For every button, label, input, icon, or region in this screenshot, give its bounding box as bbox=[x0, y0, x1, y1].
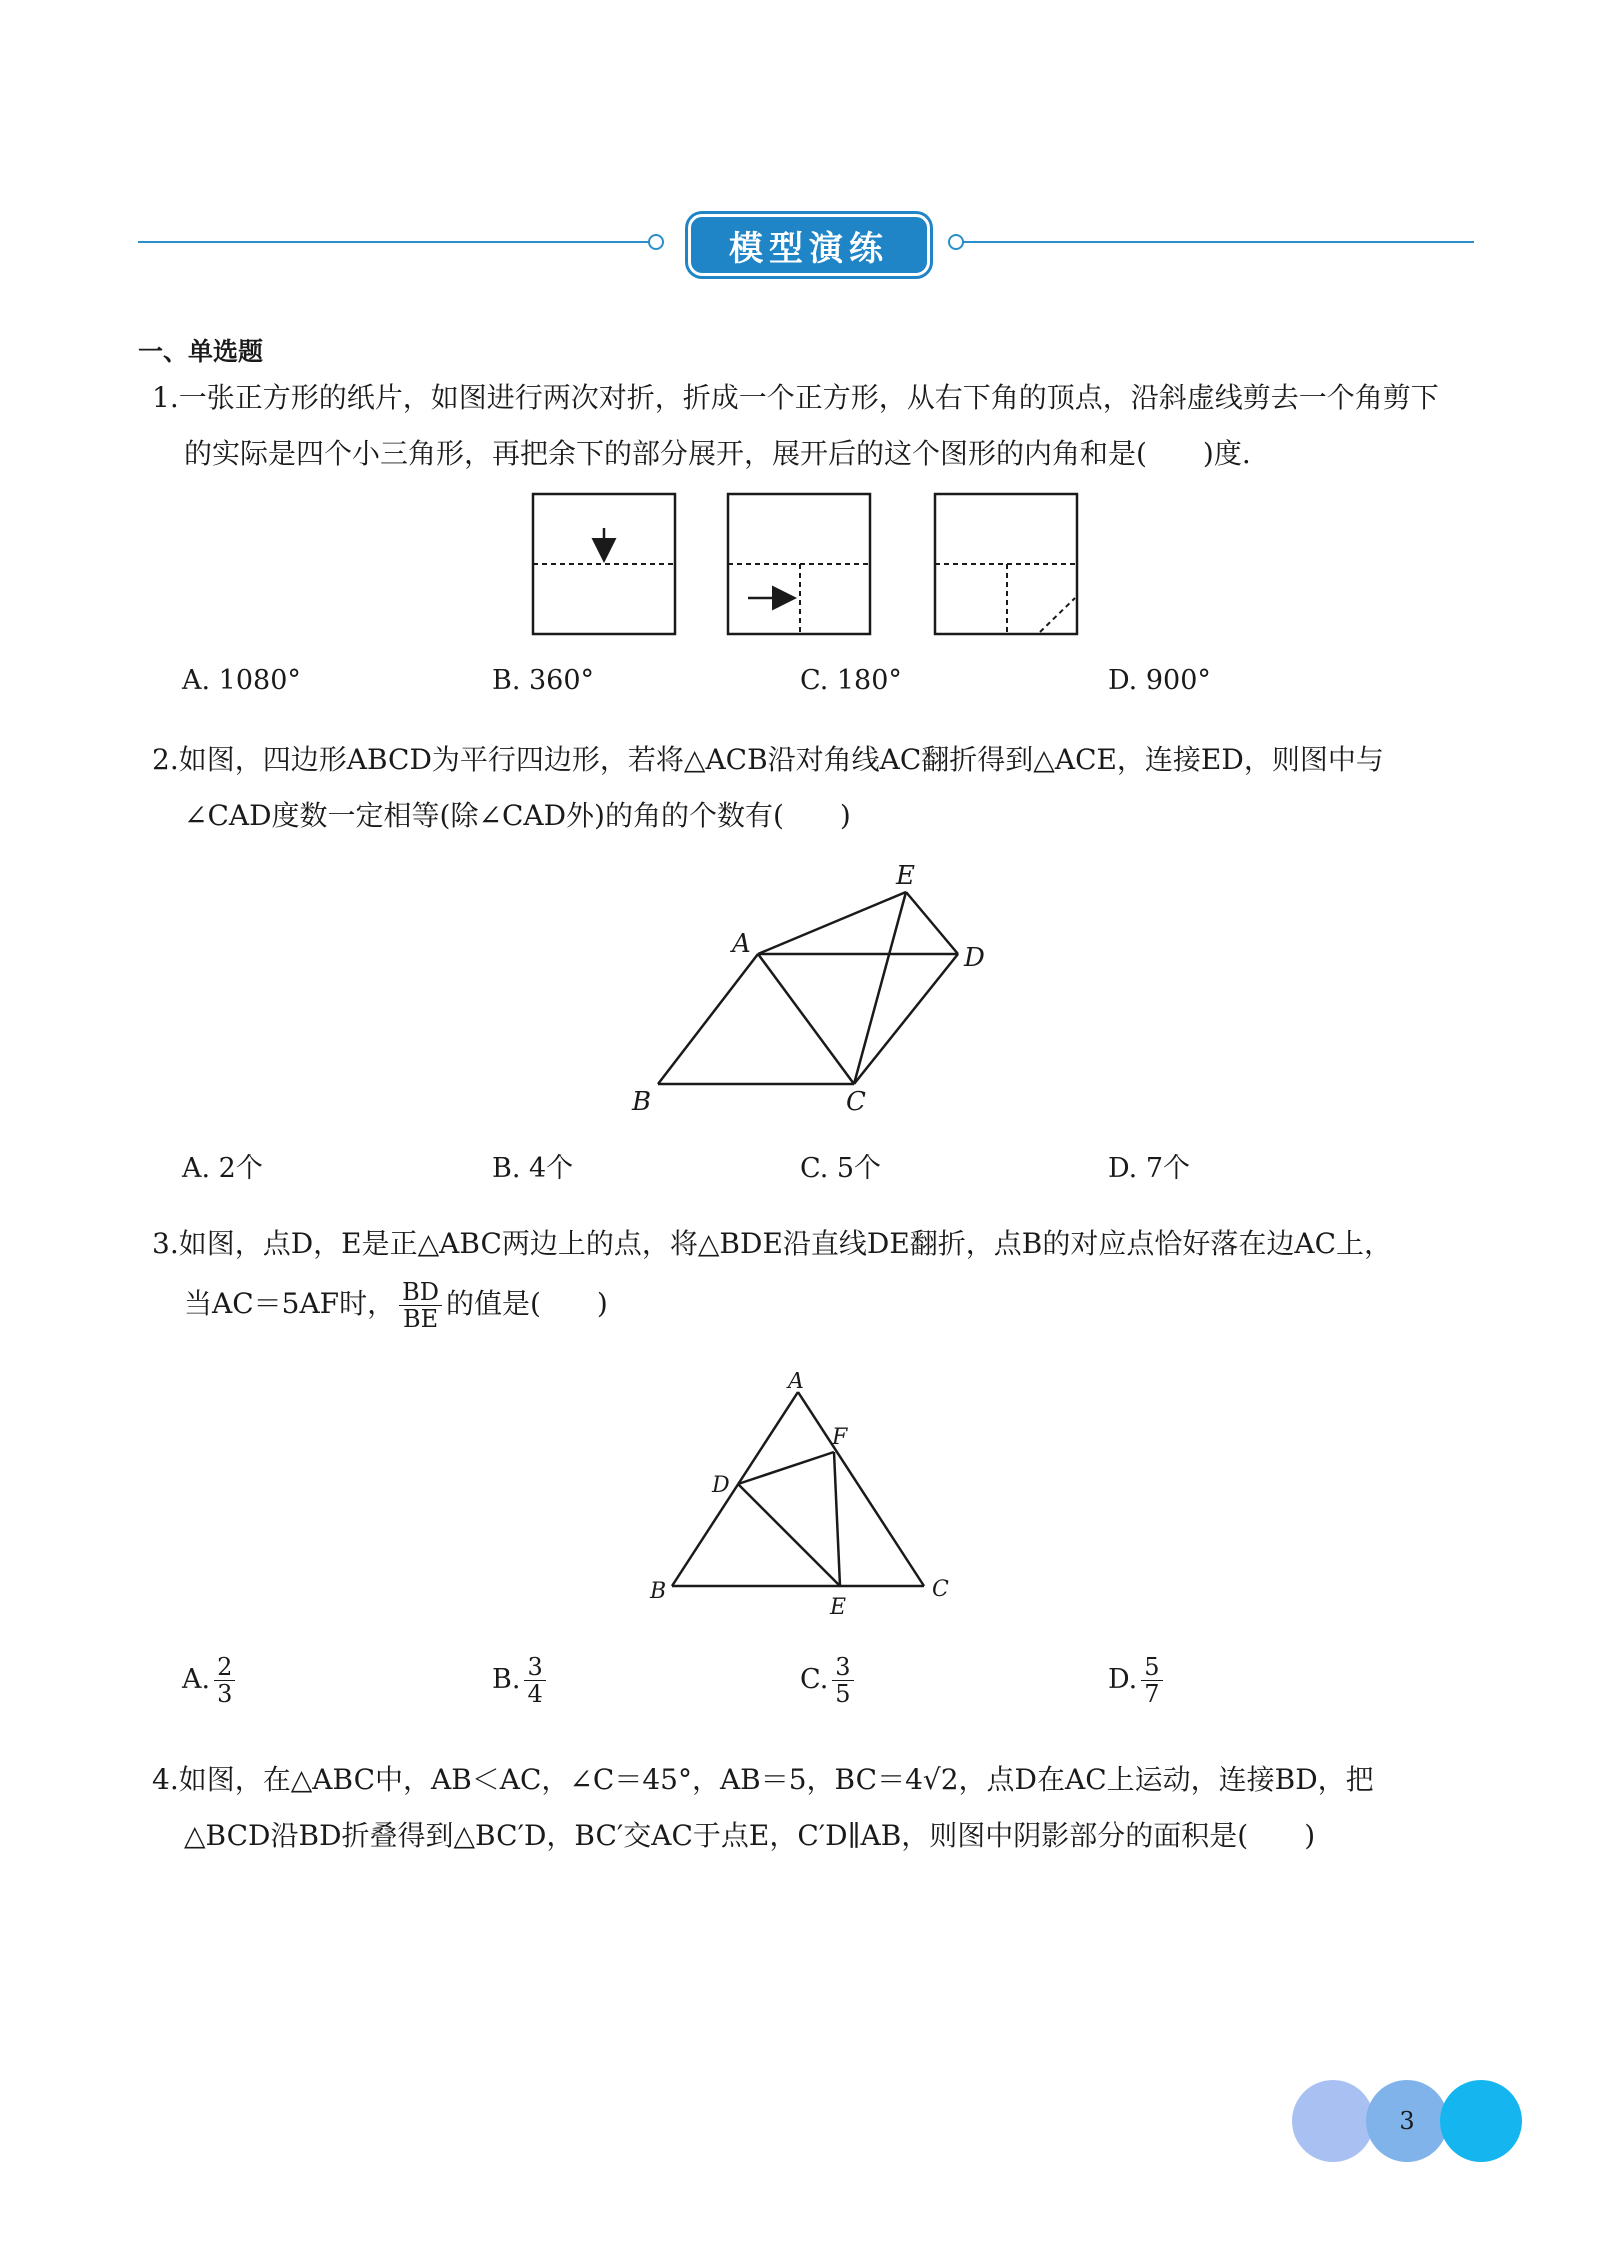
header-rule-left bbox=[138, 241, 650, 243]
cut-line bbox=[1040, 598, 1075, 632]
seg-AE bbox=[758, 892, 906, 954]
seg-AC bbox=[798, 1392, 924, 1586]
fraction-denominator: BE bbox=[402, 1305, 439, 1333]
seg-EC bbox=[854, 892, 906, 1084]
q3-option-c bbox=[800, 1654, 858, 1707]
q3-option-d bbox=[1108, 1654, 1167, 1707]
question-3-text-3: 的值是( ) bbox=[446, 1287, 608, 1320]
footer-circle-right bbox=[1440, 2080, 1522, 2162]
seg-DE bbox=[738, 1484, 840, 1586]
num: 3 bbox=[832, 1654, 853, 1681]
footer-circle-mid bbox=[1366, 2080, 1448, 2162]
label-C: C bbox=[846, 1087, 866, 1117]
q3-option-b-label: B. bbox=[492, 1664, 521, 1695]
q3-option-c-fraction bbox=[832, 1654, 853, 1707]
q3-option-b bbox=[492, 1654, 550, 1707]
question-1-text-2: 的实际是四个小三角形，再把余下的部分展开，展开后的这个图形的内角和是( )度. bbox=[184, 437, 1251, 470]
q1-option-d: D. 900° bbox=[1108, 665, 1211, 696]
seg-ED bbox=[906, 892, 958, 954]
q2-option-c: C. 5个 bbox=[800, 1153, 882, 1184]
q1-option-a: A. 1080° bbox=[182, 665, 301, 696]
seg-BA bbox=[658, 954, 758, 1084]
seg-BA bbox=[672, 1392, 798, 1586]
question-3-fraction bbox=[399, 1279, 442, 1332]
den: 3 bbox=[217, 1680, 233, 1708]
section-banner bbox=[688, 214, 930, 276]
question-1-line-1 bbox=[152, 370, 1482, 426]
label-E: E bbox=[830, 1595, 847, 1620]
question-1-text-1: 一张正方形的纸片，如图进行两次对折，折成一个正方形，从右下角的顶点，沿斜虚线剪去一个角剪下 bbox=[178, 381, 1439, 414]
label-A: A bbox=[732, 929, 751, 959]
q2-option-d: D. 7个 bbox=[1108, 1153, 1191, 1184]
header-rule-right bbox=[962, 241, 1474, 243]
label-E: E bbox=[896, 861, 915, 891]
question-4-number: 4. bbox=[152, 1763, 179, 1796]
label-B: B bbox=[632, 1087, 652, 1117]
question-2-line-1 bbox=[152, 732, 1482, 788]
question-3-figure bbox=[640, 1372, 970, 1622]
q3-option-c-label: C. bbox=[800, 1664, 829, 1695]
fraction-numerator: BD bbox=[399, 1279, 442, 1306]
question-3-line-1 bbox=[152, 1216, 1482, 1272]
section-title: 一、单选题 bbox=[138, 337, 264, 366]
question-1-line-2 bbox=[152, 426, 1482, 482]
question-3-text-1: 如图，点D，E是正△ABC两边上的点，将△BDE沿直线DE翻折，点B的对应点恰好落在边AC上， bbox=[178, 1227, 1392, 1260]
question-1-number: 1. bbox=[152, 381, 179, 414]
q2-option-a: A. 2个 bbox=[182, 1153, 263, 1184]
seg-DF bbox=[738, 1452, 834, 1484]
q3-option-b-fraction bbox=[524, 1654, 545, 1707]
question-2-text-2: ∠CAD度数一定相等(除∠CAD外)的角的个数有( ) bbox=[184, 799, 851, 832]
q3-option-d-fraction bbox=[1141, 1654, 1162, 1707]
question-4-text-2: △BCD沿BD折叠得到△BC′D，BC′交AC于点E，C′D∥AB，则图中阴影部分的面积是( ) bbox=[184, 1819, 1316, 1852]
num: 5 bbox=[1141, 1654, 1162, 1681]
den: 5 bbox=[835, 1680, 851, 1708]
question-4-line-2 bbox=[152, 1808, 1482, 1864]
q3-option-d-label: D. bbox=[1108, 1664, 1138, 1695]
label-D: D bbox=[964, 943, 985, 973]
q3-option-a-label: A. bbox=[182, 1664, 211, 1695]
num: 3 bbox=[524, 1654, 545, 1681]
footer-circle-left bbox=[1292, 2080, 1374, 2162]
question-2 bbox=[152, 732, 1482, 844]
q3-option-a-fraction bbox=[214, 1654, 235, 1707]
header-ring-left bbox=[648, 234, 664, 250]
q1-option-c: C. 180° bbox=[800, 665, 902, 696]
banner-title: 模型演练 bbox=[729, 228, 889, 269]
q2-option-b: B. 4个 bbox=[492, 1153, 574, 1184]
q3-option-a bbox=[182, 1654, 239, 1707]
question-4 bbox=[152, 1752, 1482, 1864]
seg-FE bbox=[834, 1452, 840, 1586]
question-2-line-2 bbox=[152, 788, 1482, 844]
label-D: D bbox=[712, 1473, 730, 1498]
seg-DC bbox=[854, 954, 958, 1084]
seg-AC bbox=[758, 954, 854, 1084]
den: 4 bbox=[527, 1680, 543, 1708]
question-1-figure bbox=[520, 486, 1100, 640]
question-2-number: 2. bbox=[152, 743, 179, 776]
question-2-figure bbox=[620, 852, 1000, 1122]
question-3-number: 3. bbox=[152, 1227, 179, 1260]
question-4-text-1: 如图，在△ABC中，AB＜AC，∠C＝45°，AB＝5，BC＝4√2，点D在AC上运动，连接BD，把 bbox=[178, 1763, 1374, 1796]
question-4-line-1 bbox=[152, 1752, 1482, 1808]
q1-option-b: B. 360° bbox=[492, 665, 595, 696]
question-3-text-2: 当AC＝5AF时， bbox=[184, 1287, 396, 1320]
label-B: B bbox=[650, 1579, 667, 1604]
page-number: 3 bbox=[1399, 2107, 1415, 2135]
num: 2 bbox=[214, 1654, 235, 1681]
label-C: C bbox=[932, 1577, 949, 1602]
question-3-line-2 bbox=[152, 1272, 1482, 1336]
label-A: A bbox=[788, 1372, 804, 1394]
question-3 bbox=[152, 1216, 1482, 1336]
question-2-text-1: 如图，四边形ABCD为平行四边形，若将△ACB沿对角线AC翻折得到△ACE，连接ED，则图中与 bbox=[178, 743, 1384, 776]
den: 7 bbox=[1144, 1680, 1160, 1708]
question-1 bbox=[152, 370, 1482, 482]
label-F: F bbox=[832, 1425, 848, 1450]
